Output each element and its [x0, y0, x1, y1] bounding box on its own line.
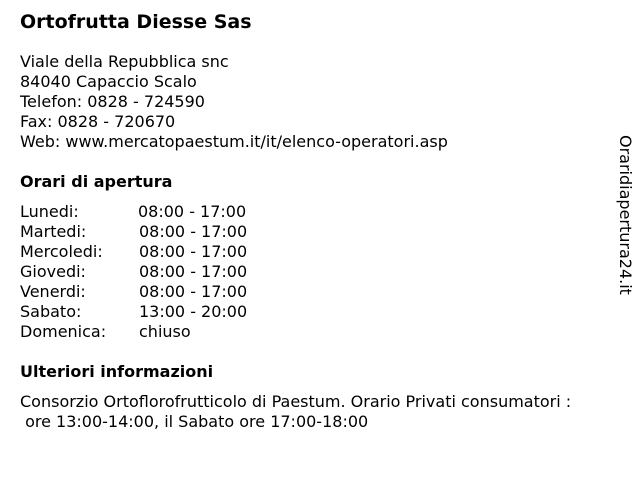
hours-day: Mercoledi:	[20, 242, 103, 261]
hours-time: 08:00 - 17:00	[139, 222, 248, 241]
hours-row-martedi	[20, 222, 600, 242]
address-city: 84040 Capaccio Scalo	[20, 72, 197, 91]
hours-day: Giovedi:	[20, 262, 86, 281]
hours-time: 08:00 - 17:00	[139, 262, 248, 281]
hours-row-sabato	[20, 302, 600, 322]
hours-row-lunedi	[20, 202, 600, 222]
hours-table	[20, 202, 600, 342]
info-text: Consorzio Ortoflorofrutticolo di Paestum. Orario Privati consumatori : ore 13:00-14:00, il Sabato ore 17:00-18:00	[20, 392, 572, 431]
hours-time: 08:00 - 17:00	[138, 202, 247, 221]
hours-day: Domenica:	[20, 322, 107, 341]
address-block	[20, 52, 600, 152]
business-name: Ortofrutta Diesse Sas	[20, 11, 252, 33]
business-card	[20, 10, 600, 432]
hours-day: Venerdi:	[20, 282, 86, 301]
hours-time: 08:00 - 17:00	[139, 242, 248, 261]
hours-time: 13:00 - 20:00	[139, 302, 248, 321]
hours-day: Lunedi:	[20, 202, 79, 221]
info-heading: Ulteriori informazioni	[20, 362, 214, 381]
website-link[interactable]: Web: www.mercatopaestum.it/it/elenco-operatori.asp	[20, 132, 448, 151]
phone-number[interactable]: Telefon: 0828 - 724590	[20, 92, 205, 111]
brand-watermark	[615, 135, 635, 310]
hours-time: 08:00 - 17:00	[139, 282, 248, 301]
hours-time: chiuso	[139, 322, 191, 341]
fax-number: Fax: 0828 - 720670	[20, 112, 176, 131]
hours-row-giovedi	[20, 262, 600, 282]
brand-watermark-text: Oraridiapertura24.it	[616, 135, 635, 295]
hours-row-venerdi	[20, 282, 600, 302]
address-street: Viale della Repubblica snc	[20, 52, 229, 71]
hours-day: Martedi:	[20, 222, 87, 241]
hours-row-mercoledi	[20, 242, 600, 262]
hours-heading: Orari di apertura	[20, 172, 173, 191]
hours-day: Sabato:	[20, 302, 82, 321]
hours-row-domenica	[20, 322, 600, 342]
